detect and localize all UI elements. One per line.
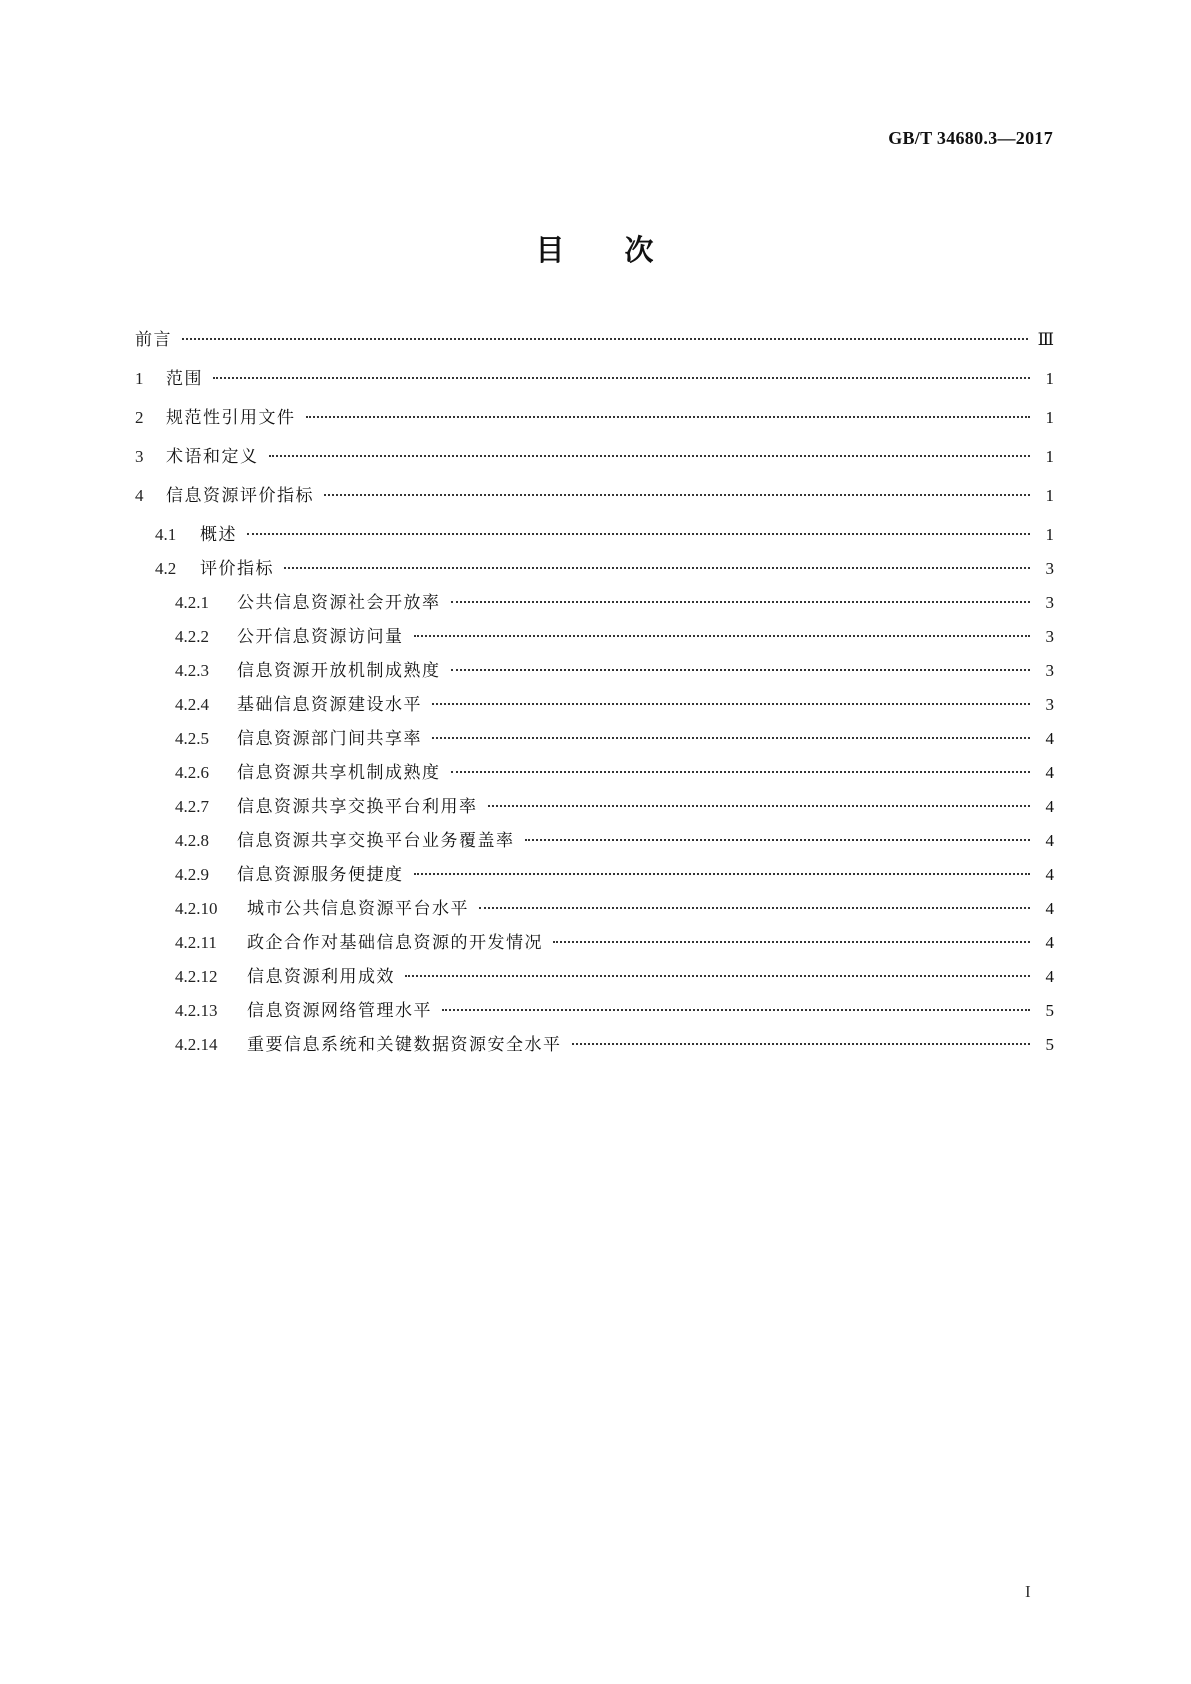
toc-entry-number: 4.2.6 <box>175 763 209 782</box>
toc-entry-page: 4 <box>1045 967 1054 986</box>
toc-entry[interactable] <box>135 894 1054 919</box>
toc-entry-label: 信息资源共享机制成熟度 <box>237 763 441 783</box>
toc-entry[interactable] <box>135 588 1054 613</box>
dot-leader <box>525 826 1031 846</box>
dot-leader <box>479 894 1030 914</box>
toc-entry-page: 5 <box>1045 1001 1054 1020</box>
toc-entry[interactable] <box>135 724 1054 749</box>
toc-entry-label: 规范性引用文件 <box>166 408 296 428</box>
toc-entry-number: 4.2 <box>155 559 177 578</box>
toc-entry-number: 4.2.13 <box>175 1001 218 1020</box>
dot-leader <box>405 962 1030 982</box>
dot-leader <box>553 928 1030 948</box>
dot-leader <box>451 758 1031 778</box>
toc-entry-label: 信息资源开放机制成熟度 <box>237 661 441 681</box>
toc-entry-number: 4.2.4 <box>175 695 209 714</box>
dot-leader <box>213 364 1030 384</box>
toc-entry-number: 4.2.7 <box>175 797 209 816</box>
toc-entry-page: 3 <box>1045 627 1054 646</box>
toc-entry[interactable] <box>135 962 1054 987</box>
toc-entry-label: 信息资源利用成效 <box>247 967 395 987</box>
toc-entry-page: 4 <box>1045 831 1054 850</box>
toc-entry-number: 4.2.10 <box>175 899 218 918</box>
toc-entry-page: 4 <box>1045 933 1054 952</box>
toc-entry[interactable] <box>135 1030 1054 1055</box>
toc-entry-label: 信息资源网络管理水平 <box>247 1001 432 1021</box>
toc-entry-page: 3 <box>1045 661 1054 680</box>
toc-entry[interactable] <box>135 656 1054 681</box>
toc-entry[interactable] <box>135 860 1054 885</box>
toc-entry[interactable] <box>135 826 1054 851</box>
dot-leader <box>182 325 1028 345</box>
dot-leader <box>488 792 1031 812</box>
toc-entry-number: 4.2.14 <box>175 1035 218 1054</box>
toc-entry-page: 1 <box>1045 369 1054 388</box>
toc-entry[interactable] <box>135 622 1054 647</box>
toc-entry-label: 公开信息资源访问量 <box>237 627 404 647</box>
toc-entry-label: 术语和定义 <box>166 447 259 467</box>
toc-entry-page: 1 <box>1045 486 1054 505</box>
toc-entry-label: 范围 <box>166 369 203 389</box>
toc-entry-number: 4.2.11 <box>175 933 217 952</box>
toc-entry-label: 信息资源共享交换平台利用率 <box>237 797 478 817</box>
toc-entry-label: 政企合作对基础信息资源的开发情况 <box>247 933 543 953</box>
toc-entry[interactable] <box>135 520 1054 545</box>
toc-entry-page: 4 <box>1045 763 1054 782</box>
toc-title-part2: 次 <box>624 233 656 267</box>
toc-entry-number: 1 <box>135 369 144 388</box>
toc-entry[interactable] <box>135 996 1054 1021</box>
toc-entry-label: 城市公共信息资源平台水平 <box>247 899 469 919</box>
toc-entry[interactable] <box>135 442 1054 467</box>
toc-entry[interactable] <box>135 758 1054 783</box>
toc-entry[interactable] <box>135 325 1054 350</box>
toc-entry-number: 4.2.1 <box>175 593 209 612</box>
toc-entry-page: 3 <box>1045 695 1054 714</box>
dot-leader <box>451 588 1031 608</box>
toc-entry-page: 4 <box>1045 797 1054 816</box>
toc-entry-number: 2 <box>135 408 144 427</box>
dot-leader <box>306 403 1031 423</box>
dot-leader <box>572 1030 1031 1050</box>
toc-entry[interactable] <box>135 481 1054 506</box>
toc-entry-number: 4.2.9 <box>175 865 209 884</box>
dot-leader <box>414 860 1031 880</box>
toc-entry-page: 1 <box>1045 408 1054 427</box>
toc-entry-label: 信息资源部门间共享率 <box>237 729 422 749</box>
toc-entry-label: 信息资源服务便捷度 <box>237 865 404 885</box>
toc-entry[interactable] <box>135 554 1054 579</box>
page-number: I <box>1025 1582 1031 1601</box>
toc-entry-label: 概述 <box>200 525 237 545</box>
dot-leader <box>324 481 1030 501</box>
toc-entry-page: 4 <box>1045 729 1054 748</box>
toc-entry-label: 基础信息资源建设水平 <box>237 695 422 715</box>
dot-leader <box>432 690 1030 710</box>
toc-entry-number: 4.2.3 <box>175 661 209 680</box>
toc-entry-label: 公共信息资源社会开放率 <box>237 593 441 613</box>
toc-entry-page: 1 <box>1045 447 1054 466</box>
toc-title <box>0 228 1191 269</box>
dot-leader <box>284 554 1030 574</box>
standard-code: GB/T 34680.3—2017 <box>888 128 1053 148</box>
toc-entry-label: 重要信息系统和关键数据资源安全水平 <box>247 1035 562 1055</box>
table-of-contents <box>135 325 1054 1055</box>
dot-leader <box>432 724 1030 744</box>
toc-entry[interactable] <box>135 690 1054 715</box>
toc-entry-label: 信息资源共享交换平台业务覆盖率 <box>237 831 515 851</box>
toc-entry-page: 3 <box>1045 559 1054 578</box>
toc-entry-page: 3 <box>1045 593 1054 612</box>
toc-title-part1: 目 <box>535 233 567 267</box>
toc-entry-page: 4 <box>1045 899 1054 918</box>
toc-entry-label: 评价指标 <box>200 559 274 579</box>
toc-entry-number: 3 <box>135 447 144 466</box>
toc-entry[interactable] <box>135 403 1054 428</box>
dot-leader <box>442 996 1030 1016</box>
toc-entry[interactable] <box>135 364 1054 389</box>
toc-entry-page: Ⅲ <box>1037 330 1054 349</box>
toc-entry-page: 1 <box>1045 525 1054 544</box>
toc-entry-page: 5 <box>1045 1035 1054 1054</box>
dot-leader <box>414 622 1031 642</box>
dot-leader <box>247 520 1030 540</box>
toc-entry-number: 4.1 <box>155 525 177 544</box>
toc-entry-number: 4.2.5 <box>175 729 209 748</box>
dot-leader <box>269 442 1031 462</box>
toc-entry-page: 4 <box>1045 865 1054 884</box>
toc-entry-number: 4.2.12 <box>175 967 218 986</box>
toc-entry-number: 4 <box>135 486 144 505</box>
toc-entry-number: 4.2.2 <box>175 627 209 646</box>
toc-entry-number: 4.2.8 <box>175 831 209 850</box>
toc-entry-label: 信息资源评价指标 <box>166 486 314 506</box>
toc-entry[interactable] <box>135 928 1054 953</box>
toc-entry-label: 前言 <box>135 330 172 350</box>
dot-leader <box>451 656 1031 676</box>
toc-entry[interactable] <box>135 792 1054 817</box>
